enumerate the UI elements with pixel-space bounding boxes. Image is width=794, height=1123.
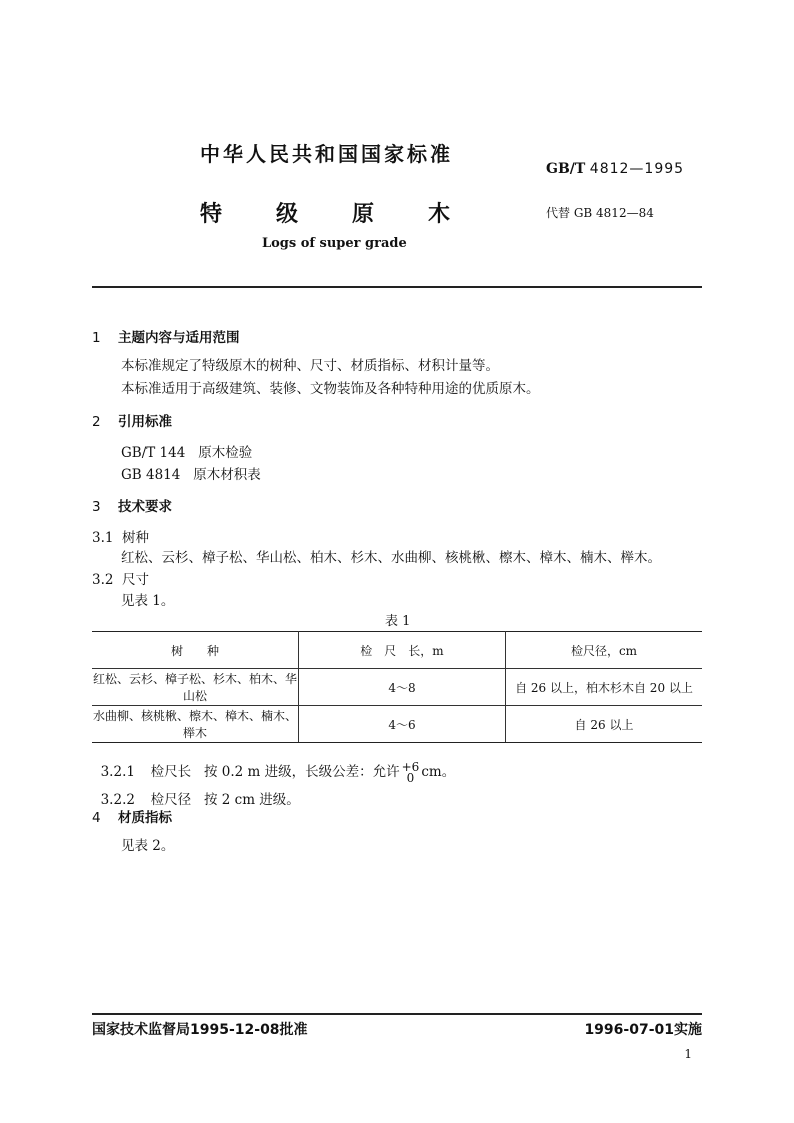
section-number: 1 (92, 330, 101, 346)
subsection-number: 3.2 (92, 572, 114, 588)
cell-length: 4～8 (299, 669, 506, 706)
section-4-heading (92, 806, 172, 826)
title-char: 级 (275, 202, 298, 227)
section-3-heading (92, 495, 172, 515)
cell-length: 4～6 (299, 706, 506, 743)
reference-gb4814: GB 4814 原木材积表 (121, 467, 261, 483)
table-header-row (92, 632, 702, 669)
section-number: 3 (92, 499, 101, 515)
clause-unit: cm。 (421, 764, 456, 780)
footer-divider (92, 1013, 702, 1015)
section-1-heading (92, 326, 240, 346)
approval-line: 国家技术监督局1995-12-08批准 (92, 1022, 308, 1038)
standard-code-number: 4812—1995 (589, 161, 685, 177)
section-title: 材质指标 (118, 810, 172, 826)
table-1-caption: 表 1 (385, 614, 411, 629)
cell-diameter: 自 26 以上 (506, 706, 703, 743)
section-number: 2 (92, 414, 101, 430)
section-2-heading (92, 410, 172, 430)
header-length: 检 尺 长，m (299, 632, 506, 669)
title-char: 木 (427, 202, 450, 227)
page-number: 1 (684, 1047, 692, 1061)
subsection-3-2-heading (92, 568, 149, 588)
subsection-number: 3.1 (92, 530, 114, 546)
document-title (200, 197, 450, 228)
section-title: 技术要求 (118, 499, 172, 515)
clause-text: 检尺径 按 2 cm 进级。 (150, 792, 300, 808)
title-char: 原 (351, 202, 374, 227)
subsection-title: 尺寸 (122, 572, 149, 588)
implementation-date: 1996-07-01实施 (584, 1022, 702, 1038)
section-1-paragraph-2: 本标准适用于高级建筑、装修、文物装饰及各种特种用途的优质原木。 (121, 381, 540, 397)
subsection-3-1-heading (92, 526, 149, 546)
english-title: Logs of super grade (262, 236, 407, 251)
title-char: 特 (200, 202, 223, 227)
table-row (92, 706, 702, 743)
section-title: 引用标准 (118, 414, 172, 430)
cell-diameter: 自 26 以上，柏木杉木自 20 以上 (506, 669, 703, 706)
cell-species: 水曲柳、核桃楸、檫木、樟木、楠木、榉木 (92, 706, 299, 743)
species-list: 红松、云杉、樟子松、华山松、柏木、杉木、水曲柳、核桃楸、檫木、樟木、楠木、榉木。 (121, 550, 661, 566)
see-table-2: 见表 2。 (121, 838, 175, 854)
header-divider (92, 286, 702, 288)
subsection-title: 树种 (122, 530, 149, 546)
reference-gbt144: GB/T 144 原木检验 (121, 445, 253, 461)
see-table-1: 见表 1。 (121, 593, 175, 609)
clause-number: 3.2.2 (100, 792, 135, 808)
replaces-standard: 代替 GB 4812—84 (546, 206, 654, 220)
clause-number: 3.2.1 (100, 764, 135, 780)
standard-code-prefix: GB/T (546, 161, 586, 177)
section-title: 主题内容与适用范围 (118, 330, 240, 346)
clause-text: 检尺长 按 0.2 m 进级，长级公差：允许 (150, 764, 400, 780)
standard-org: 中华人民共和国国家标准 (200, 142, 453, 166)
cell-species: 红松、云杉、樟子松、杉木、柏木、华山松 (92, 669, 299, 706)
table-row (92, 669, 702, 706)
table-1 (92, 631, 702, 743)
section-number: 4 (92, 810, 101, 826)
clause-3-2-2 (92, 772, 300, 808)
length-tolerance (401, 759, 420, 785)
header-diameter: 检尺径，cm (506, 632, 703, 669)
header-species: 树 种 (92, 632, 299, 669)
section-1-paragraph-1: 本标准规定了特级原木的树种、尺寸、材质指标、材积计量等。 (121, 358, 499, 374)
tolerance-lower: 0 (406, 770, 415, 785)
tolerance-upper: +6 (401, 759, 420, 774)
standard-code (546, 161, 684, 177)
